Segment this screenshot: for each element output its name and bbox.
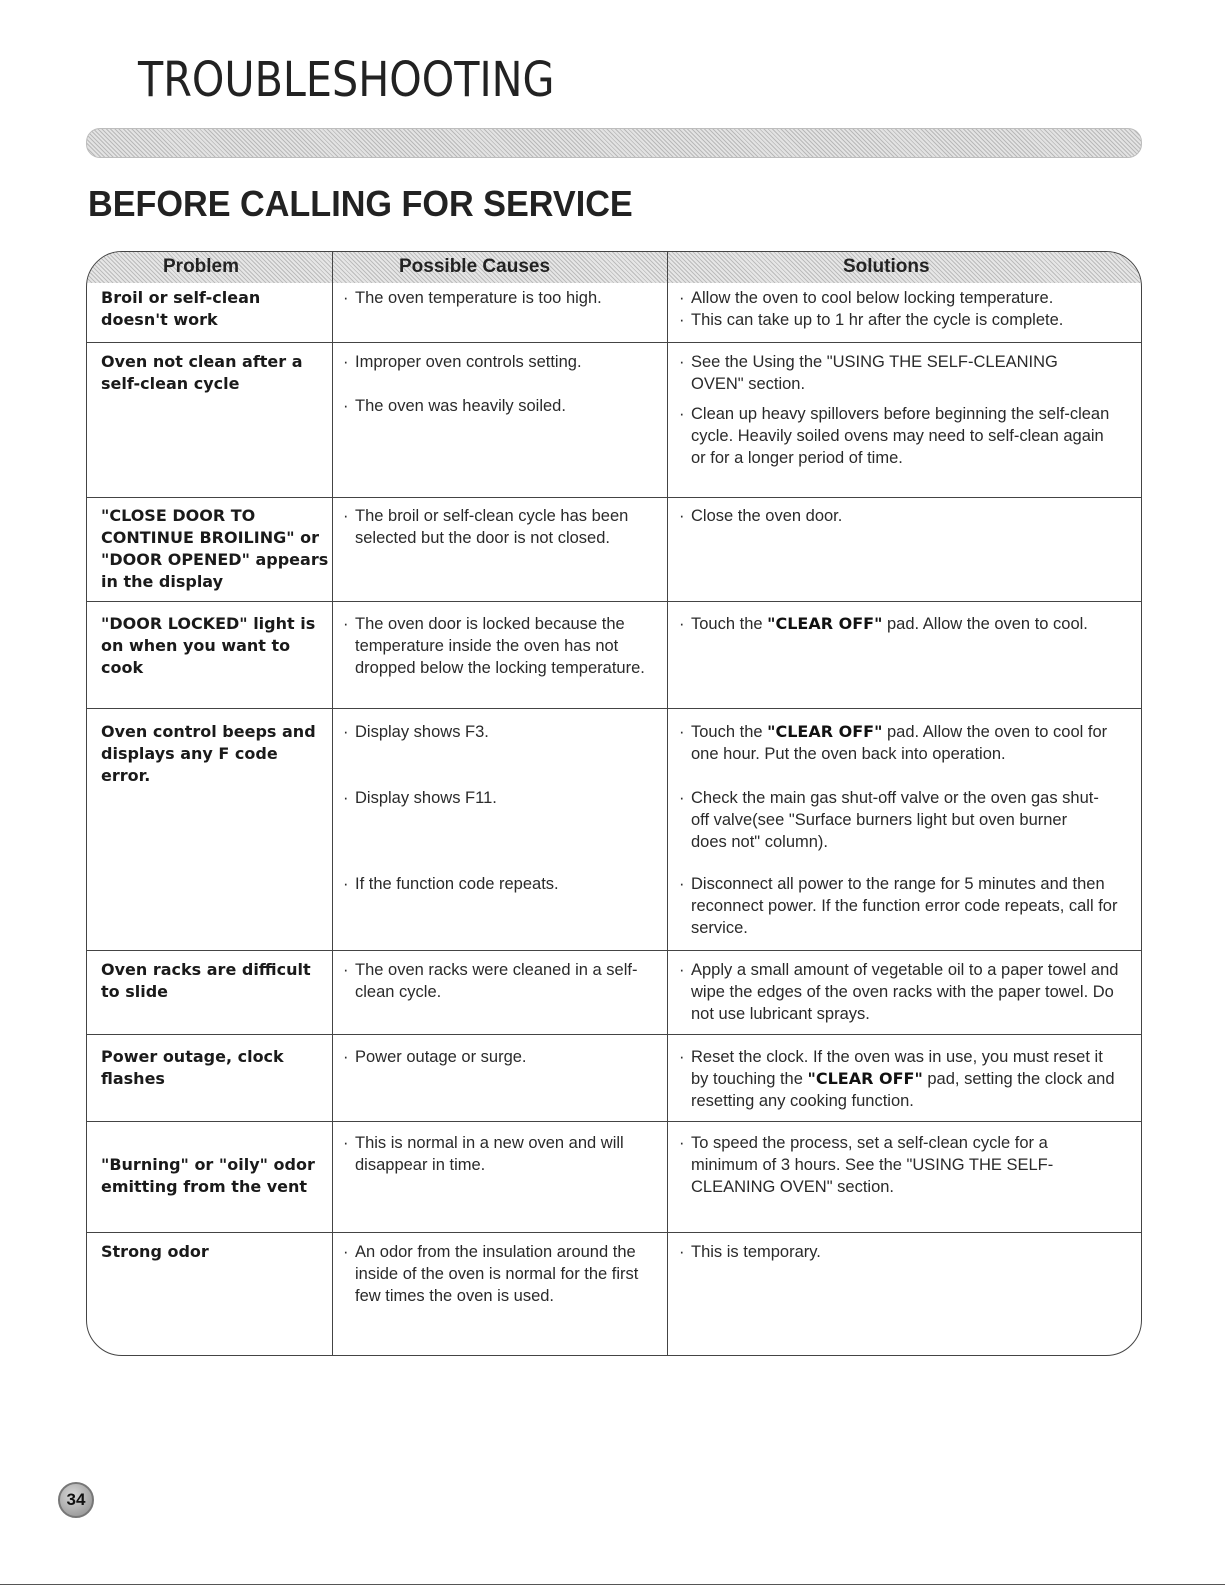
column-header-solutions: Solutions bbox=[843, 256, 930, 277]
row-divider bbox=[87, 1121, 1141, 1122]
troubleshooting-table bbox=[86, 251, 1142, 1356]
solution-item: · See the Using the "USING THE SELF-CLEANING OVEN" section. bbox=[679, 351, 1086, 395]
cause-cell bbox=[343, 1132, 659, 1176]
solution-item: · Disconnect all power to the range for 5 minutes and then reconnect power. If the function error code repeats, call for service. bbox=[679, 873, 1119, 939]
page-subtitle: BEFORE CALLING FOR SERVICE bbox=[88, 183, 633, 224]
decorative-band bbox=[86, 128, 1142, 158]
cause-item: · Improper oven controls setting. bbox=[343, 351, 659, 373]
solution-text: Reset the clock. If the oven was in use, you must reset it by touching the bbox=[691, 1048, 1103, 1088]
column-divider bbox=[332, 252, 333, 1355]
solution-cell bbox=[679, 721, 1119, 939]
page-number-badge: 34 bbox=[58, 1482, 94, 1518]
solution-item: · Apply a small amount of vegetable oil to a paper towel and wipe the edges of the oven racks with the paper towel. Do not use lubricant sprays. bbox=[679, 959, 1119, 1025]
footer-rule bbox=[0, 1584, 1225, 1585]
cause-item: · Display shows F11. bbox=[343, 787, 659, 809]
cause-cell bbox=[343, 1241, 643, 1307]
cause-cell bbox=[343, 613, 653, 679]
row-divider bbox=[87, 950, 1141, 951]
problem-cell: "Burning" or "oily" odor emitting from the vent bbox=[101, 1155, 315, 1196]
solution-item: · This is temporary. bbox=[679, 1241, 1119, 1263]
solution-text: pad. Allow the oven to cool. bbox=[882, 615, 1088, 633]
solution-cell bbox=[679, 613, 1099, 635]
cause-cell bbox=[343, 505, 659, 549]
column-header-problem: Problem bbox=[163, 256, 240, 277]
solution-item: · This can take up to 1 hr after the cycle is complete. bbox=[679, 309, 1119, 331]
row-divider bbox=[87, 342, 1141, 343]
solution-cell bbox=[679, 505, 1119, 527]
cause-item: · Power outage or surge. bbox=[343, 1046, 659, 1068]
row-divider bbox=[87, 497, 1141, 498]
cause-cell bbox=[343, 351, 659, 417]
solution-item bbox=[679, 613, 1099, 635]
solution-cell bbox=[679, 1132, 1099, 1198]
solution-text: pad, setting the clock and resetting any cooking function. bbox=[691, 1070, 1115, 1110]
solution-text: pad. Allow the oven to cool for one hour. Put the oven back into operation. bbox=[691, 723, 1108, 763]
cause-item: · The oven racks were cleaned in a self-clean cycle. bbox=[343, 959, 659, 1003]
solution-item: · Check the main gas shut-off valve or the oven gas shut-off valve(see "Surface burners light but oven burner does not" column). bbox=[679, 787, 1101, 853]
cause-item: · If the function code repeats. bbox=[343, 873, 659, 895]
solution-item: · Close the oven door. bbox=[679, 505, 1119, 527]
clear-off-label: "CLEAR OFF" bbox=[767, 614, 883, 633]
row-divider bbox=[87, 708, 1141, 709]
problem-cell: Strong odor bbox=[101, 1242, 209, 1261]
cause-item: · The oven temperature is too high. bbox=[343, 287, 659, 309]
column-divider bbox=[667, 252, 668, 1355]
cause-cell bbox=[343, 721, 659, 895]
column-header-causes: Possible Causes bbox=[399, 256, 551, 277]
cause-item: · This is normal in a new oven and will disappear in time. bbox=[343, 1132, 659, 1176]
clear-off-label: "CLEAR OFF" bbox=[767, 722, 883, 741]
solution-item: · Allow the oven to cool below locking temperature. bbox=[679, 287, 1119, 309]
problem-cell: Oven not clean after a self-clean cycle bbox=[101, 352, 303, 393]
cause-item: · The oven was heavily soiled. bbox=[343, 395, 659, 417]
problem-cell: "CLOSE DOOR TO CONTINUE BROILING" or "DOOR OPENED" appears in the display bbox=[101, 506, 329, 591]
row-divider bbox=[87, 601, 1141, 602]
clear-off-label: "CLEAR OFF" bbox=[807, 1069, 923, 1088]
solution-item: · Clean up heavy spillovers before beginning the self-clean cycle. Heavily soiled ovens may need to self-clean again or for a longer period of time. bbox=[679, 403, 1119, 469]
problem-cell: Oven control beeps and displays any F code error. bbox=[101, 722, 316, 785]
solution-cell bbox=[679, 959, 1119, 1025]
cause-item: · The broil or self-clean cycle has been selected but the door is not closed. bbox=[343, 505, 659, 549]
solution-cell bbox=[679, 1046, 1119, 1112]
solution-item bbox=[679, 721, 1119, 765]
cause-cell bbox=[343, 1046, 659, 1068]
row-divider bbox=[87, 1034, 1141, 1035]
solution-cell bbox=[679, 351, 1119, 469]
section-title: TROUBLESHOOTING bbox=[138, 52, 555, 108]
cause-item: · The oven door is locked because the temperature inside the oven has not dropped below the locking temperature. bbox=[343, 613, 653, 679]
table-header bbox=[87, 252, 1141, 283]
solution-cell bbox=[679, 1241, 1119, 1263]
problem-cell: "DOOR LOCKED" light is on when you want to cook bbox=[101, 614, 316, 677]
problem-cell: Power outage, clock flashes bbox=[101, 1047, 284, 1088]
problem-cell: Broil or self-clean doesn't work bbox=[101, 288, 261, 329]
cause-item: · An odor from the insulation around the inside of the oven is normal for the first few times the oven is used. bbox=[343, 1241, 643, 1307]
cause-item: · Display shows F3. bbox=[343, 721, 659, 743]
problem-cell: Oven racks are difficult to slide bbox=[101, 960, 311, 1001]
solution-text: Touch the bbox=[691, 723, 768, 741]
solution-text: Touch the bbox=[691, 615, 768, 633]
cause-cell bbox=[343, 287, 659, 309]
cause-cell bbox=[343, 959, 659, 1003]
solution-cell bbox=[679, 287, 1119, 331]
solution-item bbox=[679, 1046, 1119, 1112]
row-divider bbox=[87, 1232, 1141, 1233]
solution-item: · To speed the process, set a self-clean cycle for a minimum of 3 hours. See the "USING THE SELF-CLEANING OVEN" section. bbox=[679, 1132, 1099, 1198]
